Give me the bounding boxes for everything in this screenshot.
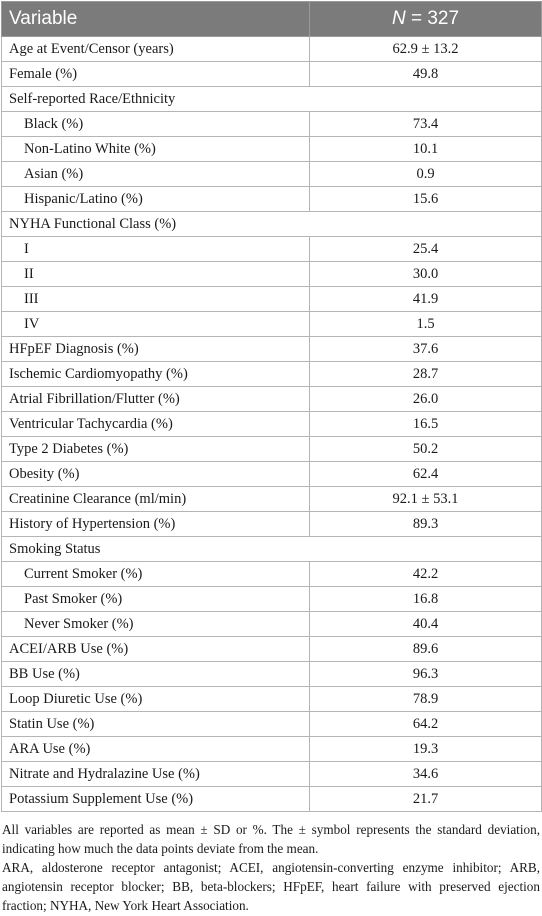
row-label: Potassium Supplement Use (%): [2, 787, 310, 812]
row-label: Statin Use (%): [2, 712, 310, 737]
row-value: 50.2: [310, 437, 542, 462]
row-value: 10.1: [310, 137, 542, 162]
section-label: Smoking Status: [2, 537, 542, 562]
table-row: [2, 237, 542, 262]
table-row: [2, 562, 542, 587]
row-label: IV: [2, 312, 310, 337]
table-row: [2, 112, 542, 137]
table-row: [2, 137, 542, 162]
row-label: Age at Event/Censor (years): [2, 37, 310, 62]
table-row: [2, 762, 542, 787]
row-label: Past Smoker (%): [2, 587, 310, 612]
table-row: [2, 37, 542, 62]
row-value: 40.4: [310, 612, 542, 637]
footnote-abbreviations: ARA, aldosterone receptor antagonist; ACEI, angiotensin-converting enzyme inhibitor; ARB, angiotensin receptor blocker; BB, beta-blockers; HFpEF, heart failure with preserved ejection fraction; NYHA, New York Heart Association.: [2, 860, 540, 913]
row-value: 42.2: [310, 562, 542, 587]
table-header-row: [2, 2, 542, 37]
row-label: BB Use (%): [2, 662, 310, 687]
table-row: [2, 587, 542, 612]
row-value: 16.8: [310, 587, 542, 612]
row-value: 96.3: [310, 662, 542, 687]
table-row: [2, 262, 542, 287]
row-label: Obesity (%): [2, 462, 310, 487]
row-label: Current Smoker (%): [2, 562, 310, 587]
row-label: Hispanic/Latino (%): [2, 187, 310, 212]
row-value: 16.5: [310, 412, 542, 437]
table-row: [2, 687, 542, 712]
row-value: 49.8: [310, 62, 542, 87]
row-label: Nitrate and Hydralazine Use (%): [2, 762, 310, 787]
row-value: 19.3: [310, 737, 542, 762]
row-label: III: [2, 287, 310, 312]
row-value: 73.4: [310, 112, 542, 137]
row-value: 41.9: [310, 287, 542, 312]
row-value: 21.7: [310, 787, 542, 812]
row-value: 0.9: [310, 162, 542, 187]
table-row: [2, 337, 542, 362]
row-label: Atrial Fibrillation/Flutter (%): [2, 387, 310, 412]
table-row: [2, 362, 542, 387]
table-row: [2, 412, 542, 437]
row-label: ARA Use (%): [2, 737, 310, 762]
row-value: 37.6: [310, 337, 542, 362]
table-row: [2, 712, 542, 737]
row-value: 92.1 ± 53.1: [310, 487, 542, 512]
section-row-race: [2, 87, 542, 112]
row-label: Ischemic Cardiomyopathy (%): [2, 362, 310, 387]
table-row: [2, 62, 542, 87]
table-row: [2, 787, 542, 812]
row-label: Non-Latino White (%): [2, 137, 310, 162]
section-label: Self-reported Race/Ethnicity: [2, 87, 542, 112]
baseline-characteristics-table: [1, 1, 542, 812]
row-value: 28.7: [310, 362, 542, 387]
table-row: [2, 612, 542, 637]
table-row: [2, 462, 542, 487]
header-n-value: = 327: [405, 8, 460, 29]
table-row: [2, 162, 542, 187]
header-variable: Variable: [2, 2, 310, 37]
section-row-nyha: [2, 212, 542, 237]
table-row: [2, 487, 542, 512]
table-row: [2, 387, 542, 412]
table-row: [2, 287, 542, 312]
header-n-label: N: [391, 8, 406, 29]
table-row: [2, 637, 542, 662]
table-row: [2, 437, 542, 462]
table-row: [2, 512, 542, 537]
row-label: Black (%): [2, 112, 310, 137]
table-row: [2, 737, 542, 762]
row-label: Never Smoker (%): [2, 612, 310, 637]
row-value: 30.0: [310, 262, 542, 287]
table-row: [2, 662, 542, 687]
row-value: 34.6: [310, 762, 542, 787]
row-value: 62.4: [310, 462, 542, 487]
row-label: Loop Diuretic Use (%): [2, 687, 310, 712]
row-value: 78.9: [310, 687, 542, 712]
row-label: Female (%): [2, 62, 310, 87]
row-label: Type 2 Diabetes (%): [2, 437, 310, 462]
section-label: NYHA Functional Class (%): [2, 212, 542, 237]
row-value: 89.6: [310, 637, 542, 662]
row-value: 89.3: [310, 512, 542, 537]
table-row: [2, 312, 542, 337]
row-value: 62.9 ± 13.2: [310, 37, 542, 62]
row-label: Creatinine Clearance (ml/min): [2, 487, 310, 512]
row-label: II: [2, 262, 310, 287]
row-label: History of Hypertension (%): [2, 512, 310, 537]
row-value: 26.0: [310, 387, 542, 412]
footnote-statistics: All variables are reported as mean ± SD or %. The ± symbol represents the standard deviation, indicating how much the data points deviate from the mean.: [2, 822, 540, 856]
row-value: 1.5: [310, 312, 542, 337]
row-value: 15.6: [310, 187, 542, 212]
row-value: 25.4: [310, 237, 542, 262]
row-label: ACEI/ARB Use (%): [2, 637, 310, 662]
row-value: 64.2: [310, 712, 542, 737]
table-row: [2, 187, 542, 212]
section-row-smoking: [2, 537, 542, 562]
row-label: I: [2, 237, 310, 262]
header-n: [310, 2, 542, 37]
row-label: Ventricular Tachycardia (%): [2, 412, 310, 437]
row-label: Asian (%): [2, 162, 310, 187]
row-label: HFpEF Diagnosis (%): [2, 337, 310, 362]
